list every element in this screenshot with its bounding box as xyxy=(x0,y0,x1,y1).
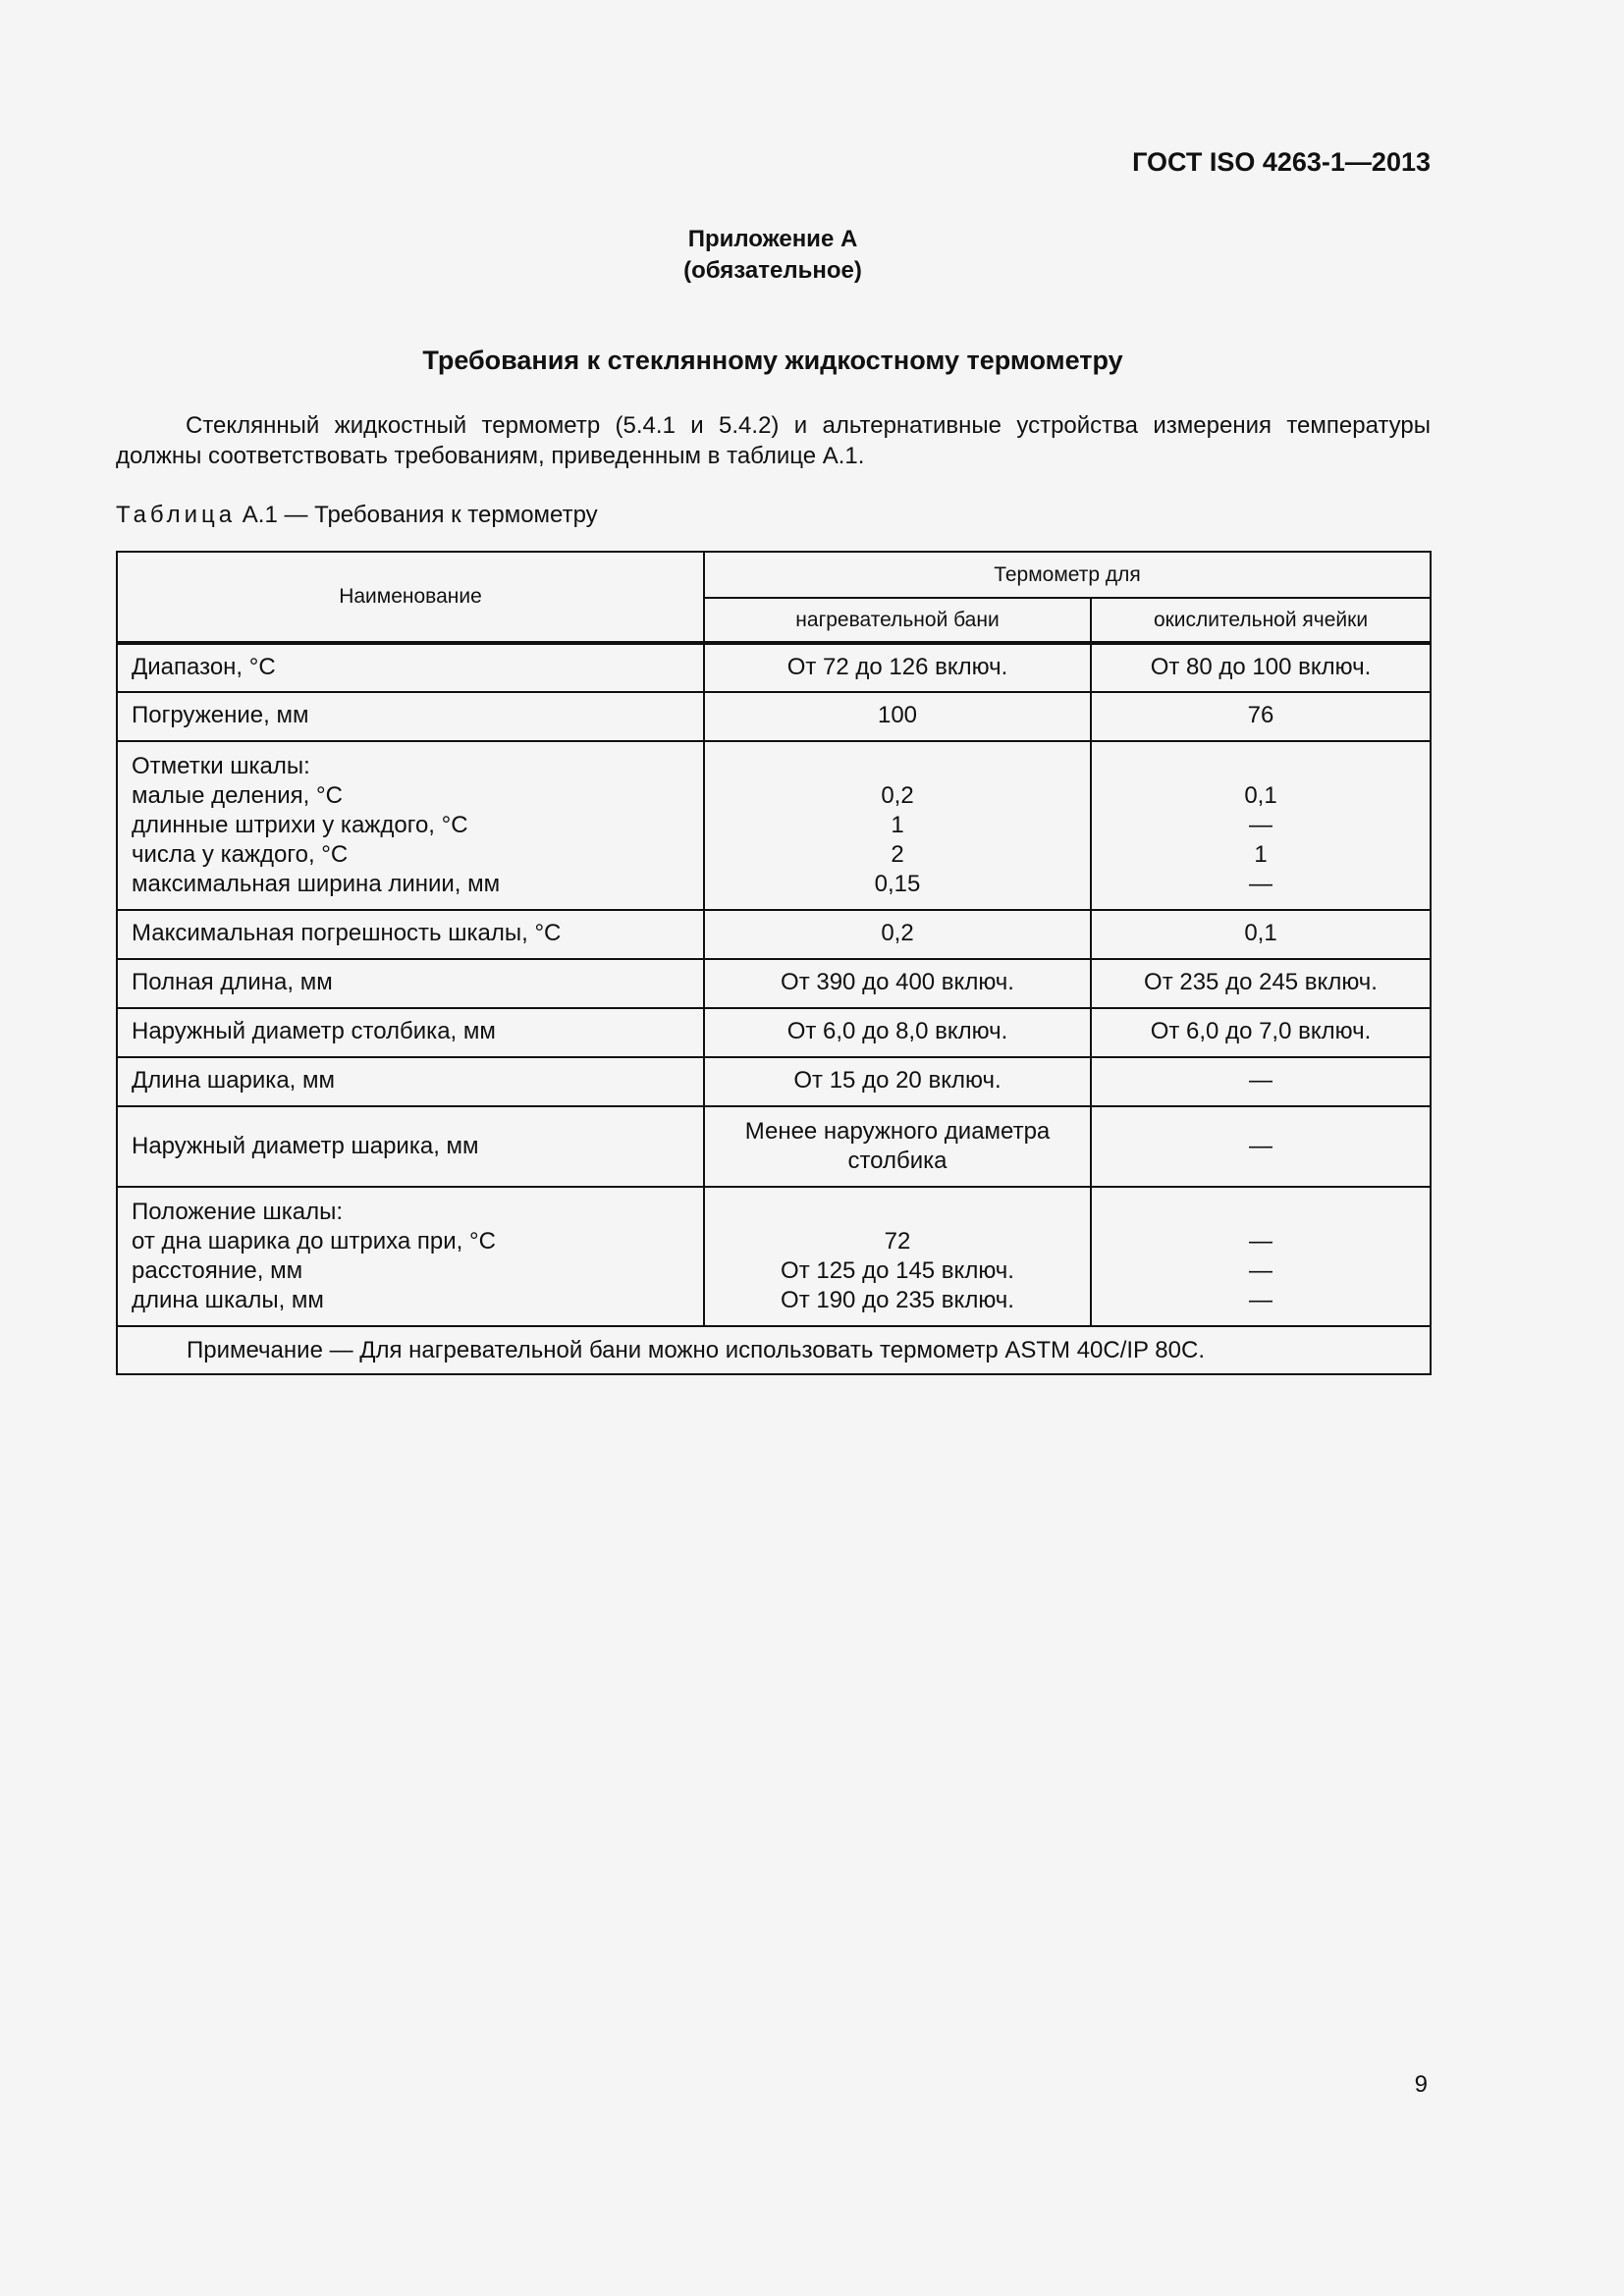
table-caption-label: Таблица xyxy=(116,502,237,528)
cell-line: малые деления, °С xyxy=(132,782,343,809)
row-name-cell xyxy=(117,910,704,959)
cell-line: От 6,0 до 8,0 включ. xyxy=(786,1018,1008,1044)
cell-line: Полная длина, мм xyxy=(132,969,333,995)
cell-line xyxy=(719,1198,1076,1227)
document-code: ГОСТ ISO 4263-1—2013 xyxy=(1132,147,1431,177)
table-row xyxy=(117,1057,1431,1106)
cell-line: 72 xyxy=(884,1228,911,1255)
row-name-cell xyxy=(117,1187,704,1326)
row-oxidation-cell-cell xyxy=(1091,910,1431,959)
table-caption xyxy=(116,502,598,529)
row-oxidation-cell-cell xyxy=(1091,1008,1431,1057)
table-row xyxy=(117,692,1431,741)
requirements-table xyxy=(116,551,1432,1375)
table-row xyxy=(117,910,1431,959)
row-name-cell xyxy=(117,1057,704,1106)
table-row xyxy=(117,643,1431,692)
cell-line: 0,2 xyxy=(881,920,914,946)
annex-heading xyxy=(0,224,1545,287)
cell-line: 0,1 xyxy=(1244,920,1277,946)
cell-line: — xyxy=(1249,1257,1272,1284)
cell-line: 2 xyxy=(891,841,904,868)
table-row xyxy=(117,1008,1431,1057)
cell-line: расстояние, мм xyxy=(132,1257,303,1284)
cell-line: от дна шарика до штриха при, °С xyxy=(132,1228,496,1255)
cell-line xyxy=(719,752,1076,781)
cell-line: — xyxy=(1249,812,1272,838)
row-heating-bath-cell xyxy=(704,1057,1091,1106)
cell-line: Длина шарика, мм xyxy=(132,1067,335,1094)
cell-line: От 125 до 145 включ. xyxy=(781,1257,1014,1284)
cell-line: — xyxy=(1249,871,1272,897)
cell-line: длинные штрихи у каждого, °С xyxy=(132,812,468,838)
section-title: Требования к стеклянному жидкостному термометру xyxy=(422,346,1123,375)
row-oxidation-cell-cell xyxy=(1091,692,1431,741)
cell-line: — xyxy=(1249,1287,1272,1313)
row-heating-bath-cell xyxy=(704,692,1091,741)
row-name-cell xyxy=(117,959,704,1008)
cell-line: — xyxy=(1249,1133,1272,1159)
header-heating-bath: нагревательной бани xyxy=(704,598,1091,643)
row-heating-bath-cell xyxy=(704,910,1091,959)
row-name-cell xyxy=(117,1106,704,1187)
cell-line: От 80 до 100 включ. xyxy=(1150,653,1372,680)
row-name-cell xyxy=(117,692,704,741)
row-name-cell xyxy=(117,643,704,692)
cell-line: От 72 до 126 включ. xyxy=(786,653,1008,680)
row-oxidation-cell-cell xyxy=(1091,959,1431,1008)
annex-status: (обязательное) xyxy=(683,257,862,284)
header-oxidation-cell: окислительной ячейки xyxy=(1091,598,1431,643)
table-row xyxy=(117,1106,1431,1187)
cell-line: От 190 до 235 включ. xyxy=(781,1287,1014,1313)
table-row xyxy=(117,1187,1431,1326)
cell-line xyxy=(1106,752,1416,781)
row-oxidation-cell-cell xyxy=(1091,643,1431,692)
cell-line: — xyxy=(1249,1067,1272,1094)
cell-line: 1 xyxy=(891,812,904,838)
cell-line: Диапазон, °С xyxy=(132,653,276,680)
row-heating-bath-cell xyxy=(704,1106,1091,1187)
cell-line: максимальная ширина линии, мм xyxy=(132,871,501,897)
cell-line: 1 xyxy=(1254,841,1268,868)
cell-line: 0,15 xyxy=(874,871,921,897)
row-oxidation-cell-cell xyxy=(1091,1057,1431,1106)
cell-line: Погружение, мм xyxy=(132,702,309,728)
cell-line xyxy=(1106,1198,1416,1227)
cell-line: От 6,0 до 7,0 включ. xyxy=(1150,1018,1372,1044)
table-row xyxy=(117,741,1431,910)
cell-line: Наружный диаметр шарика, мм xyxy=(132,1133,479,1159)
table-row xyxy=(117,959,1431,1008)
cell-line: От 15 до 20 включ. xyxy=(793,1067,1001,1094)
cell-line: длина шкалы, мм xyxy=(132,1287,324,1313)
row-name-cell xyxy=(117,741,704,910)
page-number: 9 xyxy=(1414,2071,1428,2098)
header-name: Наименование xyxy=(117,552,704,643)
table-caption-text: А.1 — Требования к термометру xyxy=(236,502,598,528)
table-body xyxy=(117,643,1431,1326)
intro-paragraph: Стеклянный жидкостный термометр (5.4.1 и 5.4.2) и альтернативные устройства измерения температуры должны соответствовать требованиям, приведенным в таблице А.1. xyxy=(116,412,1431,469)
cell-line: Наружный диаметр столбика, мм xyxy=(132,1018,496,1044)
row-oxidation-cell-cell xyxy=(1091,1106,1431,1187)
cell-line: 0,1 xyxy=(1244,782,1277,809)
cell-line: От 235 до 245 включ. xyxy=(1144,969,1378,995)
cell-line: 76 xyxy=(1247,702,1274,728)
table-note: Примечание — Для нагревательной бани можно использовать термометр ASTM 40C/IP 80C. xyxy=(117,1326,1431,1374)
cell-line: Отметки шкалы: xyxy=(132,753,310,779)
header-group: Термометр для xyxy=(704,552,1431,598)
cell-line: 0,2 xyxy=(881,782,914,809)
row-heating-bath-cell xyxy=(704,741,1091,910)
row-oxidation-cell-cell xyxy=(1091,1187,1431,1326)
cell-line: Максимальная погрешность шкалы, °С xyxy=(132,920,562,946)
cell-line: столбика xyxy=(847,1148,947,1174)
row-heating-bath-cell xyxy=(704,1187,1091,1326)
row-oxidation-cell-cell xyxy=(1091,741,1431,910)
cell-line: числа у каждого, °С xyxy=(132,841,349,868)
row-name-cell xyxy=(117,1008,704,1057)
cell-line: 100 xyxy=(877,702,918,728)
annex-title: Приложение А xyxy=(687,226,858,252)
cell-line: Менее наружного диаметра xyxy=(744,1118,1051,1145)
cell-line: От 390 до 400 включ. xyxy=(781,969,1014,995)
cell-line: — xyxy=(1249,1228,1272,1255)
row-heating-bath-cell xyxy=(704,643,1091,692)
cell-line: Положение шкалы: xyxy=(132,1199,344,1225)
row-heating-bath-cell xyxy=(704,959,1091,1008)
row-heating-bath-cell xyxy=(704,1008,1091,1057)
